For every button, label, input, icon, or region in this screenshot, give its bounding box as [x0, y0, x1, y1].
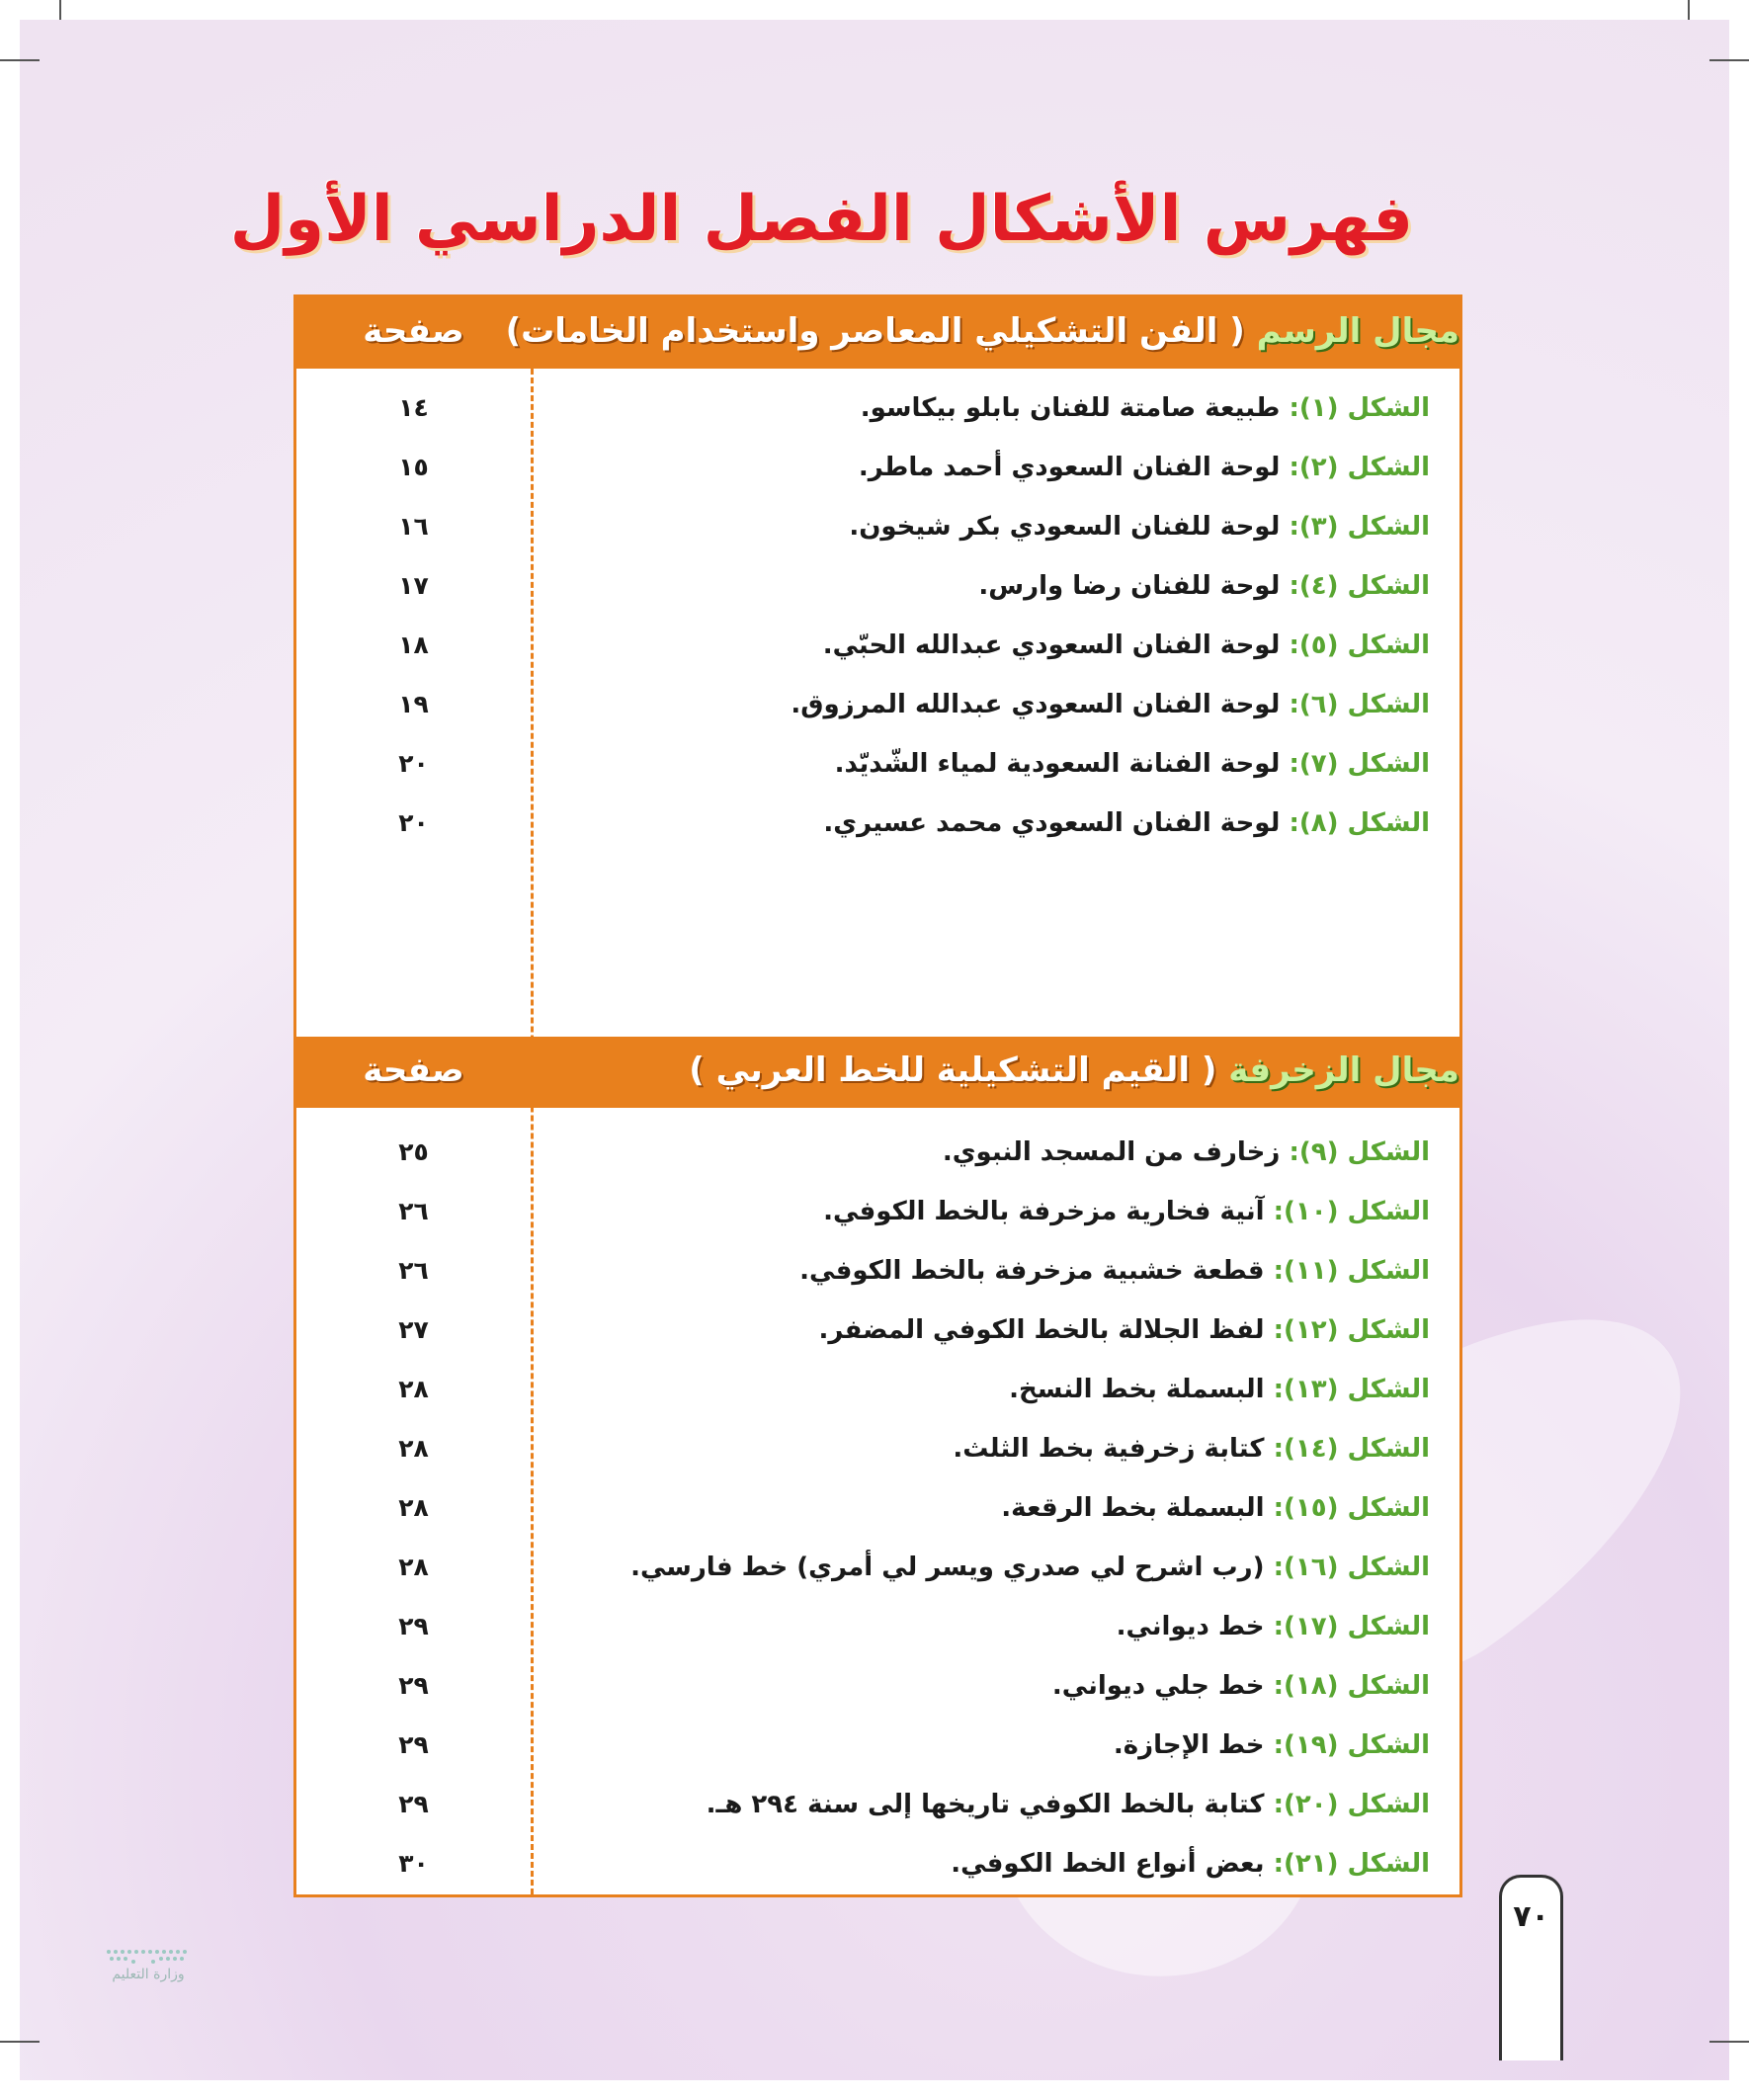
- figure-label: الشكل (١٧):: [1273, 1612, 1430, 1641]
- figure-label: الشكل (٣):: [1289, 512, 1430, 542]
- figure-entry: [560, 497, 1430, 556]
- table-row: [296, 556, 1459, 616]
- figure-description: لوحة الفنانة السعودية لمياء الشّديّد.: [834, 749, 1281, 779]
- table-row: [296, 1123, 1459, 1182]
- figure-entry: [560, 1419, 1430, 1478]
- figure-entry: [560, 1478, 1430, 1538]
- section-subtitle: ( القيم التشكيلية للخط العربي ): [689, 1050, 1217, 1090]
- figure-description: لوحة الفنان السعودي أحمد ماطر.: [858, 453, 1281, 482]
- figure-description: لوحة للفنان السعودي بكر شيخون.: [849, 512, 1281, 542]
- table-row: [296, 1301, 1459, 1360]
- table-row: [296, 1478, 1459, 1538]
- figure-entry: [560, 1834, 1430, 1893]
- figure-page-number: ٢٩: [398, 1730, 429, 1759]
- table-row: [296, 1241, 1459, 1301]
- table-row: [296, 616, 1459, 675]
- ministry-logo-icon: [94, 1932, 203, 1991]
- figure-page-number: ٣٠: [398, 1849, 429, 1878]
- figure-description: طبيعة صامتة للفنان بابلو بيكاسو.: [860, 393, 1281, 423]
- figure-entry: [560, 1241, 1430, 1301]
- figure-entry: [560, 1775, 1430, 1834]
- figure-entry: [560, 1716, 1430, 1775]
- crop-mark: [1709, 2041, 1749, 2043]
- table-row: [296, 1597, 1459, 1656]
- figure-page-number: ٢٨: [398, 1553, 429, 1581]
- ministry-logo-text: وزارة التعليم: [112, 1967, 185, 1982]
- figure-page-number: ٢٧: [398, 1315, 429, 1344]
- figure-page-number: ٢٨: [398, 1493, 429, 1522]
- figure-entry: [560, 1360, 1430, 1419]
- table-row: [296, 497, 1459, 556]
- figure-page-number: ٢٠: [398, 808, 429, 837]
- figure-entry: [560, 438, 1430, 497]
- figure-label: الشكل (٢):: [1289, 453, 1430, 482]
- figure-description: آنية فخارية مزخرفة بالخط الكوفي.: [823, 1197, 1265, 1226]
- crop-mark: [1709, 59, 1749, 61]
- figure-page-number: ١٩: [398, 690, 429, 718]
- table-row: [296, 378, 1459, 438]
- figure-entry: [560, 675, 1430, 734]
- figure-description: قطعة خشبية مزخرفة بالخط الكوفي.: [799, 1256, 1265, 1286]
- section-title: [600, 1037, 1459, 1108]
- figure-entry: [560, 794, 1430, 853]
- figure-description: لوحة للفنان رضا وارس.: [978, 571, 1281, 601]
- figure-description: البسملة بخط الرقعة.: [1001, 1493, 1265, 1523]
- figure-page-number: ١٨: [398, 630, 429, 659]
- page-column-header: صفحة: [363, 1050, 464, 1090]
- figure-entry: [560, 1301, 1430, 1360]
- figure-label: الشكل (٧):: [1289, 749, 1430, 779]
- table-row: [296, 1419, 1459, 1478]
- figure-description: لفظ الجلالة بالخط الكوفي المضفر.: [818, 1315, 1265, 1345]
- figure-entry: [560, 616, 1430, 675]
- figure-entry: [560, 1656, 1430, 1716]
- figure-label: الشكل (٤):: [1289, 571, 1430, 601]
- figure-entry: [560, 734, 1430, 794]
- figure-entry: [560, 1123, 1430, 1182]
- crop-mark: [0, 59, 40, 61]
- figure-page-number: ٢٨: [398, 1434, 429, 1463]
- figure-page-number: ٢٥: [398, 1137, 429, 1166]
- section-header: [296, 297, 1459, 369]
- table-row: [296, 1538, 1459, 1597]
- figure-label: الشكل (١٢):: [1273, 1315, 1430, 1345]
- figure-description: خط جلي ديواني.: [1051, 1671, 1265, 1701]
- figure-page-number: ٢٩: [398, 1790, 429, 1818]
- figure-label: الشكل (٥):: [1289, 630, 1430, 660]
- figure-label: الشكل (٨):: [1289, 808, 1430, 838]
- section-prefix: مجال الرسم: [1256, 311, 1459, 351]
- section-title: [505, 297, 1459, 369]
- table-row: [296, 1834, 1459, 1893]
- figure-page-number: ١٧: [398, 571, 429, 600]
- figure-label: الشكل (١):: [1289, 393, 1430, 423]
- table-row: [296, 1360, 1459, 1419]
- figure-label: الشكل (١٩):: [1273, 1730, 1430, 1760]
- figure-description: زخارف من المسجد النبوي.: [942, 1137, 1281, 1167]
- figure-label: الشكل (١٠):: [1273, 1197, 1430, 1226]
- table-row: [296, 1775, 1459, 1834]
- figure-description: كتابة بالخط الكوفي تاريخها إلى سنة ٢٩٤ هـ.: [706, 1790, 1265, 1819]
- figure-label: الشكل (١٦):: [1273, 1553, 1430, 1582]
- table-row: [296, 675, 1459, 734]
- table-row: [296, 794, 1459, 853]
- section-prefix: مجال الزخرفة: [1228, 1050, 1459, 1090]
- section-header: [296, 1037, 1459, 1108]
- figure-page-number: ١٤: [398, 393, 429, 422]
- figure-description: كتابة زخرفية بخط الثلث.: [953, 1434, 1265, 1464]
- crop-mark: [1688, 0, 1690, 20]
- figure-description: لوحة الفنان السعودي عبدالله الحبّي.: [822, 630, 1281, 660]
- figure-page-number: ٢٨: [398, 1375, 429, 1403]
- figure-entry: [560, 378, 1430, 438]
- figure-description: البسملة بخط النسخ.: [1009, 1375, 1265, 1404]
- crop-mark: [59, 0, 61, 20]
- figure-description: بعض أنواع الخط الكوفي.: [951, 1849, 1265, 1879]
- figure-description: خط ديواني.: [1116, 1612, 1265, 1641]
- section-subtitle: ( الفن التشكيلي المعاصر واستخدام الخامات): [505, 311, 1245, 351]
- figure-description: لوحة الفنان السعودي عبدالله المرزوق.: [791, 690, 1281, 719]
- crop-mark: [0, 2041, 40, 2043]
- figure-label: الشكل (٩):: [1289, 1137, 1430, 1167]
- figure-page-number: ١٦: [398, 512, 429, 541]
- table-row: [296, 438, 1459, 497]
- figure-entry: [560, 1182, 1430, 1241]
- figure-page-number: ٢٦: [398, 1256, 429, 1285]
- page-title: فهرس الأشكال الفصل الدراسي الأول: [229, 183, 1413, 256]
- figures-index-table: [293, 294, 1462, 1897]
- figure-page-number: ٢٩: [398, 1612, 429, 1640]
- figure-label: الشكل (٦):: [1289, 690, 1430, 719]
- figure-label: الشكل (٢٠):: [1273, 1790, 1430, 1819]
- table-row: [296, 1656, 1459, 1716]
- figure-description: خط الإجازة.: [1113, 1730, 1265, 1760]
- figure-description: (رب اشرح لي صدري ويسر لي أمري) خط فارسي.: [630, 1553, 1265, 1582]
- table-row: [296, 1716, 1459, 1775]
- figure-label: الشكل (٢١):: [1273, 1849, 1430, 1879]
- figure-label: الشكل (١٣):: [1273, 1375, 1430, 1404]
- figure-label: الشكل (١٥):: [1273, 1493, 1430, 1523]
- figure-entry: [560, 1538, 1430, 1597]
- page-number: ٧٠: [1499, 1875, 1563, 2060]
- figure-page-number: ٢٩: [398, 1671, 429, 1700]
- figure-entry: [560, 1597, 1430, 1656]
- figure-page-number: ٢٦: [398, 1197, 429, 1225]
- table-row: [296, 734, 1459, 794]
- figure-label: الشكل (١٨):: [1273, 1671, 1430, 1701]
- page-column-header: صفحة: [363, 311, 464, 351]
- figure-entry: [560, 556, 1430, 616]
- figure-page-number: ١٥: [398, 453, 429, 481]
- table-row: [296, 1182, 1459, 1241]
- figure-description: لوحة الفنان السعودي محمد عسيري.: [823, 808, 1281, 838]
- figure-label: الشكل (١١):: [1273, 1256, 1430, 1286]
- figure-page-number: ٢٠: [398, 749, 429, 778]
- figure-label: الشكل (١٤):: [1273, 1434, 1430, 1464]
